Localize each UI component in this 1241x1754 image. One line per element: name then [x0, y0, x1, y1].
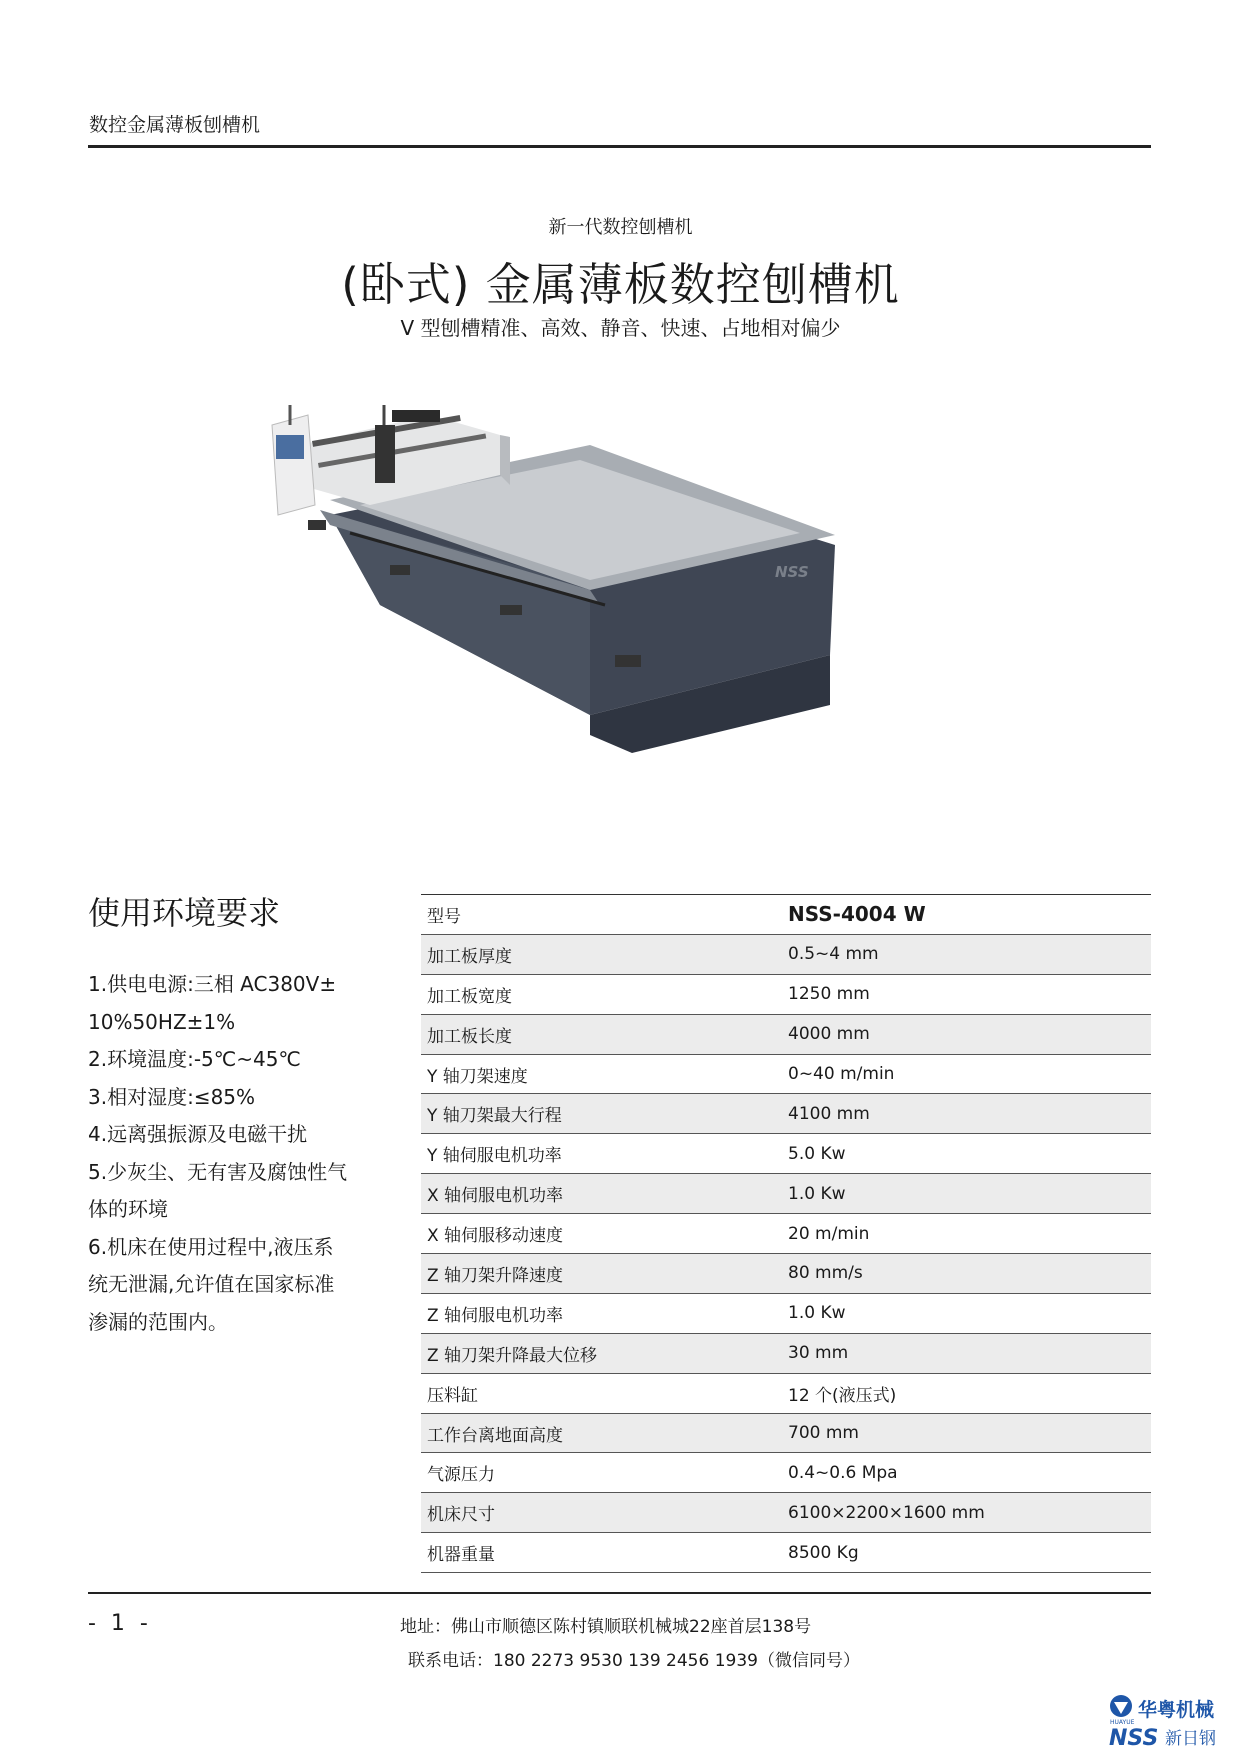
spec-value: 4000 mm — [782, 1014, 1151, 1054]
spec-value: 8500 Kg — [782, 1533, 1151, 1573]
spec-row — [421, 974, 1151, 1014]
spec-value: 4100 mm — [782, 1094, 1151, 1134]
environment-item: 3.相对湿度:≤85% — [88, 1084, 256, 1109]
contact-line: 联系电话：180 2273 9530 139 2456 1939（微信同号） — [408, 1651, 860, 1671]
spec-value: 80 mm/s — [782, 1254, 1151, 1294]
spec-row — [421, 934, 1151, 974]
spec-value: 0.5~4 mm — [782, 934, 1151, 974]
spec-param: 机床尺寸 — [421, 1493, 782, 1533]
address-line: 地址：佛山市顺德区陈村镇顺联机械城22座首层138号 — [400, 1617, 812, 1637]
spec-param: 型号 — [421, 895, 782, 935]
environment-item: 6.机床在使用过程中,液压系 — [88, 1234, 334, 1259]
spec-param: 气源压力 — [421, 1453, 782, 1493]
spec-value: 30 mm — [782, 1333, 1151, 1373]
spec-value: 0~40 m/min — [782, 1054, 1151, 1094]
spec-row — [421, 1493, 1151, 1533]
spec-row — [421, 1134, 1151, 1174]
spec-value: NSS-4004 W — [782, 895, 1151, 935]
spec-value: 1250 mm — [782, 974, 1151, 1014]
spec-param: 工作台离地面高度 — [421, 1413, 782, 1453]
svg-text:新日钢: 新日钢 — [1165, 1729, 1216, 1748]
svg-text:HUAYUE: HUAYUE — [1110, 1719, 1135, 1726]
hero-tagline: V 型刨槽精准、高效、静音、快速、占地相对偏少 — [400, 316, 841, 340]
spec-value: 700 mm — [782, 1413, 1151, 1453]
spec-param: 机器重量 — [421, 1533, 782, 1573]
spec-param: Y 轴伺服电机功率 — [421, 1134, 782, 1174]
spec-value: 12 个(液压式) — [782, 1373, 1151, 1413]
spec-row — [421, 1014, 1151, 1054]
page-title: (卧式) 金属薄板数控刨槽机 — [341, 258, 900, 311]
spec-row — [421, 1174, 1151, 1214]
environment-title: 使用环境要求 — [88, 894, 281, 932]
spec-value: 1.0 Kw — [782, 1174, 1151, 1214]
environment-item: 体的环境 — [88, 1197, 168, 1221]
spec-row — [421, 895, 1151, 935]
spec-row — [421, 1333, 1151, 1373]
spec-param: 加工板长度 — [421, 1014, 782, 1054]
svg-text:华粤机械: 华粤机械 — [1138, 1699, 1215, 1721]
spec-param: X 轴伺服电机功率 — [421, 1174, 782, 1214]
spec-row — [421, 1533, 1151, 1573]
environment-item: 渗漏的范围内。 — [88, 1309, 228, 1334]
spec-param: Z 轴伺服电机功率 — [421, 1293, 782, 1333]
hero-subtitle: 新一代数控刨槽机 — [548, 217, 693, 238]
environment-item: 2.环境温度:-5℃~45℃ — [88, 1047, 301, 1071]
spec-param: Z 轴刀架升降速度 — [421, 1254, 782, 1294]
environment-item: 4.远离强振源及电磁干扰 — [88, 1122, 308, 1146]
spec-param: Y 轴刀架最大行程 — [421, 1094, 782, 1134]
spec-table — [421, 894, 1151, 1573]
machine-photo — [260, 405, 940, 765]
spec-row — [421, 1413, 1151, 1453]
footer-divider — [88, 1592, 1151, 1594]
spec-row — [421, 1254, 1151, 1294]
spec-param: 压料缸 — [421, 1373, 782, 1413]
header-divider — [88, 145, 1151, 148]
company-logo — [1105, 1692, 1235, 1748]
spec-row — [421, 1214, 1151, 1254]
spec-param: Z 轴刀架升降最大位移 — [421, 1333, 782, 1373]
spec-row — [421, 1094, 1151, 1134]
page-number: - 1 - — [88, 1611, 152, 1636]
spec-row — [421, 1054, 1151, 1094]
spec-param: 加工板宽度 — [421, 974, 782, 1014]
header-title: 数控金属薄板刨槽机 — [89, 114, 261, 136]
spec-param: Y 轴刀架速度 — [421, 1054, 782, 1094]
environment-list — [88, 966, 378, 1341]
svg-text:NSS: NSS — [1109, 1726, 1159, 1748]
environment-item: 1.供电电源:三相 AC380V± — [88, 972, 337, 996]
spec-param: 加工板厚度 — [421, 934, 782, 974]
spec-value: 6100×2200×1600 mm — [782, 1493, 1151, 1533]
spec-value: 0.4~0.6 Mpa — [782, 1453, 1151, 1493]
environment-item: 统无泄漏,允许值在国家标准 — [88, 1272, 335, 1296]
spec-value: 5.0 Kw — [782, 1134, 1151, 1174]
spec-value: 1.0 Kw — [782, 1293, 1151, 1333]
machine-brand-label: NSS — [775, 563, 809, 581]
spec-row — [421, 1293, 1151, 1333]
spec-value: 20 m/min — [782, 1214, 1151, 1254]
spec-param: X 轴伺服移动速度 — [421, 1214, 782, 1254]
environment-item: 5.少灰尘、无有害及腐蚀性气 — [88, 1159, 348, 1184]
spec-row — [421, 1453, 1151, 1493]
spec-row — [421, 1373, 1151, 1413]
environment-item: 10%50HZ±1% — [88, 1009, 236, 1034]
